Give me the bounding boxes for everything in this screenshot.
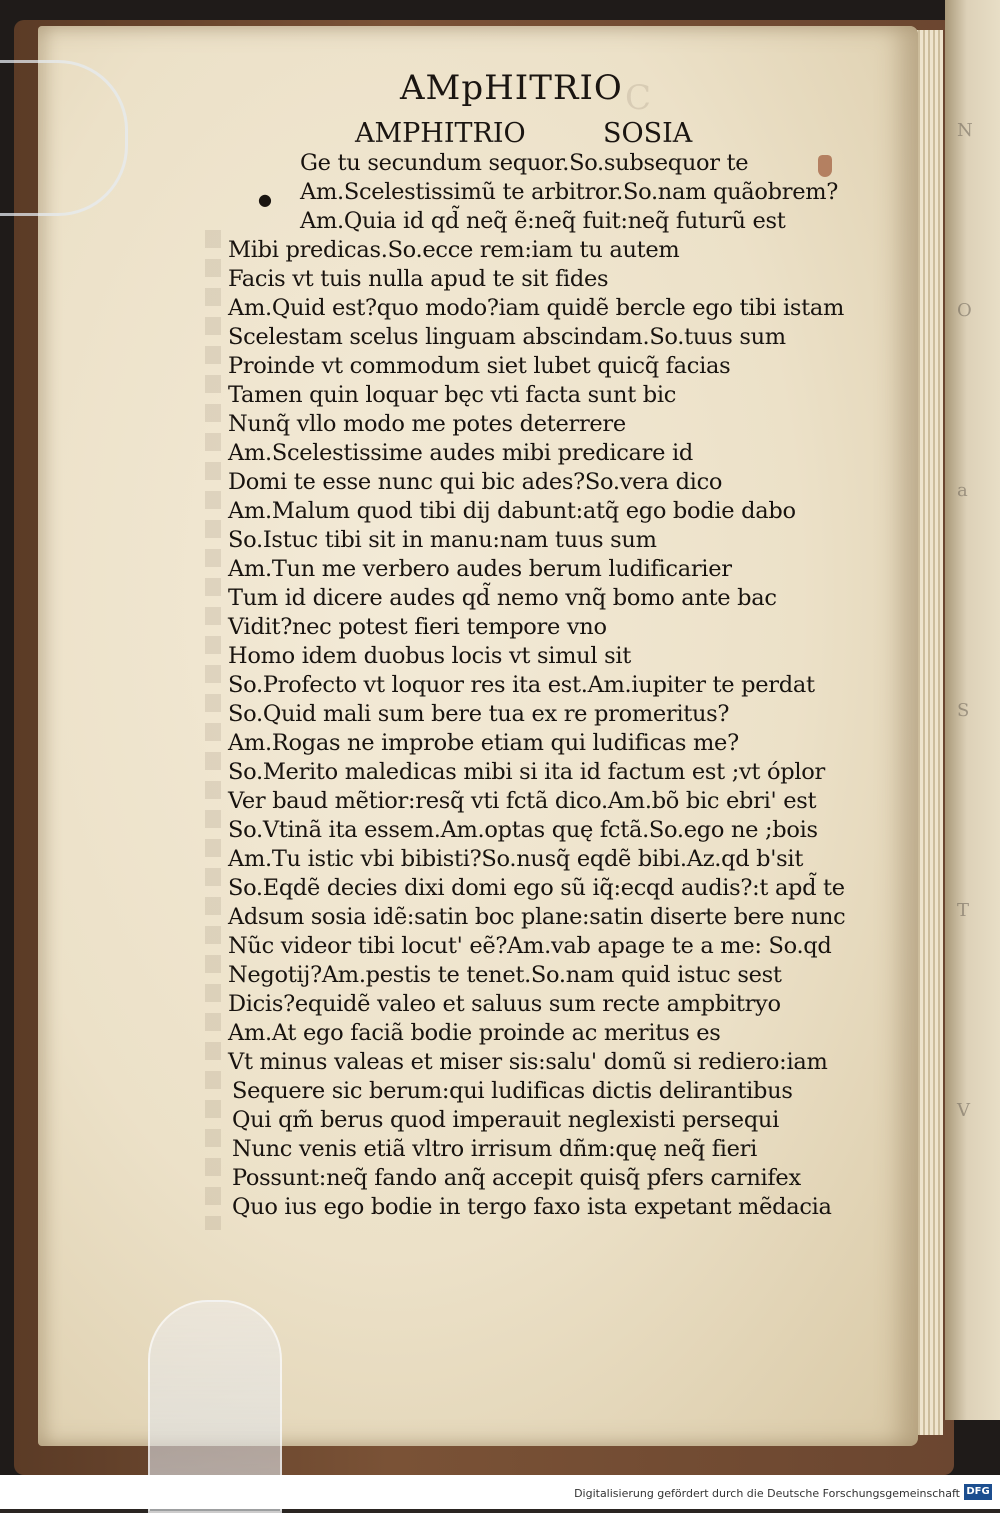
- text-line: So.Quid mali sum bere tua ex re promeritus?: [228, 701, 730, 727]
- text-line: Qui qm̃ berus quod imperauit neglexisti persequi: [232, 1107, 780, 1133]
- text-line: Am.Malum quod tibi dij dabunt:atq̃ ego bodie dabo: [228, 498, 796, 524]
- text-line: So.Istuc tibi sit in manu:nam tuus sum: [228, 527, 657, 553]
- show-through-title: C: [625, 78, 652, 118]
- running-title: AMpHITRIO: [400, 68, 623, 108]
- text-line: So.Profecto vt loquor res ita est.Am.iupiter te perdat: [228, 672, 815, 698]
- text-line: Am.Tun me verbero audes berum ludificarier: [228, 556, 732, 582]
- text-line: Dicis?equidẽ valeo et saluus sum recte ampbitryo: [228, 991, 781, 1017]
- text-line: Am.At ego faciã bodie proinde ac meritus es: [228, 1020, 721, 1046]
- show-through-bleed: [205, 230, 221, 1230]
- ink-mark: [818, 155, 832, 177]
- text-line: Tum id dicere audes qd̃ nemo vnq̃ bomo ante bac: [228, 585, 777, 611]
- speaker-right: SOSIA: [603, 118, 693, 149]
- paragraph-mark: ●: [258, 190, 272, 209]
- text-line: Ge tu secundum sequor.So.subsequor te: [300, 150, 749, 176]
- text-line: Am.Quia id qd̃ neq̃ ẽ:neq̃ fuit:neq̃ futurũ est: [300, 208, 786, 234]
- text-line: Vidit?nec potest fieri tempore vno: [228, 614, 607, 640]
- text-line: Mibi predicas.So.ecce rem:iam tu autem: [228, 237, 680, 263]
- text-line: So.Merito maledicas mibi si ita id factum est ;vt óplor: [228, 759, 825, 785]
- text-line: Nũc videor tibi locut' eẽ?Am.vab apage te a me: So.qd: [228, 933, 832, 959]
- text-line: Am.Tu istic vbi bibisti?So.nusq̃ eqdẽ bibi.Az.qd b'sit: [228, 846, 804, 872]
- text-line: Am.Scelestissime audes mibi predicare id: [228, 440, 693, 466]
- text-line: Nunq̃ vllo modo me potes deterrere: [228, 411, 626, 437]
- text-line: Ver baud mẽtior:resq̃ vti fctã dico.Am.bõ bic ebri' est: [228, 788, 817, 814]
- text-line: So.Eqdẽ decies dixi domi ego sũ iq̃:ecqd audis?:t apd̃ te: [228, 875, 845, 901]
- page-clip-top: [0, 60, 128, 216]
- text-line: Possunt:neq̃ fando anq̃ accepit quisq̃ pfers carnifex: [232, 1165, 801, 1191]
- text-line: Sequere sic berum:qui ludificas dictis delirantibus: [232, 1078, 793, 1104]
- text-line: So.Vtinã ita essem.Am.optas quę fctã.So.ego ne ;bois: [228, 817, 818, 843]
- dfg-logo: DFG: [964, 1484, 992, 1500]
- facing-page: N O a S T V: [945, 0, 1000, 1420]
- text-line: Am.Quid est?quo modo?iam quidẽ bercle ego tibi istam: [228, 295, 845, 321]
- text-line: Proinde vt commodum siet lubet quicq̃ facias: [228, 353, 731, 379]
- text-line: Tamen quin loquar bęc vti facta sunt bic: [228, 382, 677, 408]
- speaker-heading: [355, 118, 695, 149]
- text-line: Quo ius ego bodie in tergo faxo ista expetant mẽdacia: [232, 1194, 832, 1220]
- funding-credit: Digitalisierung gefördert durch die Deutsche Forschungsgemeinschaft: [574, 1487, 960, 1500]
- text-line: Nunc venis etiã vltro irrisum dñm:quę neq̃ fieri: [232, 1136, 758, 1162]
- text-line: Am.Scelestissimũ te arbitror.So.nam quãobrem?: [300, 179, 839, 205]
- text-line: Facis vt tuis nulla apud te sit fides: [228, 266, 609, 292]
- text-line: Vt minus valeas et miser sis:salu' domũ si rediero:iam: [228, 1049, 828, 1075]
- text-line: Am.Rogas ne improbe etiam qui ludificas me?: [228, 730, 739, 756]
- text-line: Scelestam scelus linguam abscindam.So.tuus sum: [228, 324, 786, 350]
- text-line: Homo idem duobus locis vt simul sit: [228, 643, 631, 669]
- speaker-left: AMPHITRIO: [355, 118, 526, 149]
- text-line: Negotij?Am.pestis te tenet.So.nam quid istuc sest: [228, 962, 782, 988]
- text-line: Domi te esse nunc qui bic ades?So.vera dico: [228, 469, 723, 495]
- text-line: Adsum sosia idẽ:satin boc plane:satin diserte bere nunc: [228, 904, 846, 930]
